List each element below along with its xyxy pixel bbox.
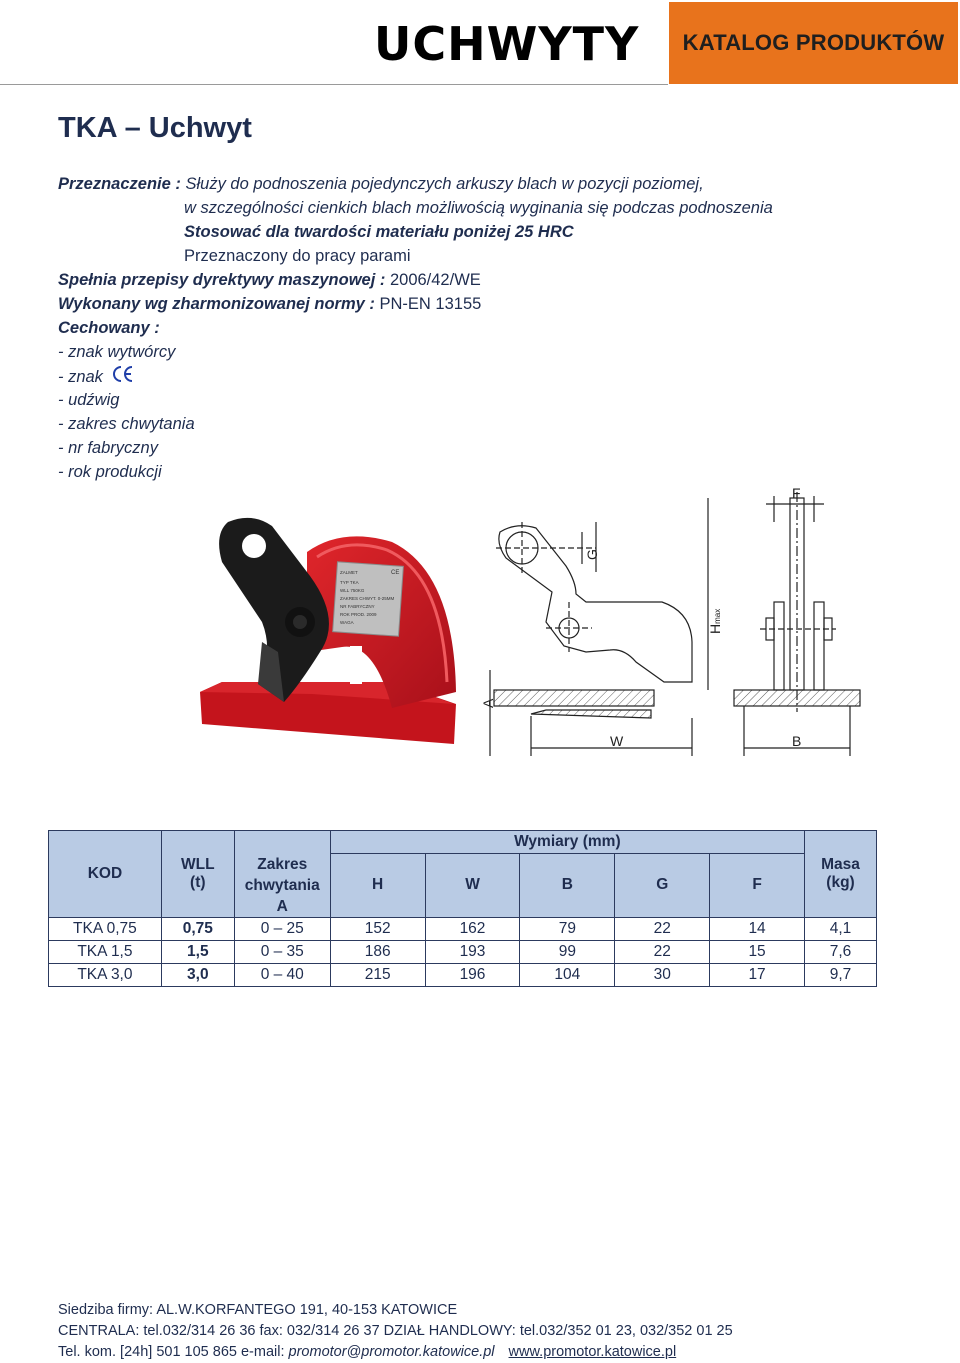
nameplate-line: ROK PROD. 2009 bbox=[340, 612, 377, 617]
dim-label-hmax bbox=[707, 609, 723, 634]
dim-label-max: max bbox=[713, 608, 722, 624]
table-row bbox=[49, 940, 877, 963]
dim-label-b: B bbox=[792, 733, 802, 749]
ce-mark-icon bbox=[112, 364, 134, 384]
marking-item: - zakres chwytania bbox=[58, 415, 195, 433]
marking-item: - znak wytwórcy bbox=[58, 343, 176, 361]
nameplate-line: WLL 750KG bbox=[340, 588, 365, 593]
cell-zakres: 0 – 25 bbox=[234, 917, 330, 940]
page-title: TKA – Uchwyt bbox=[58, 112, 252, 144]
marking-item: - rok produkcji bbox=[58, 463, 162, 481]
marking-item: - nr fabryczny bbox=[58, 439, 158, 457]
header-wll-text: WLL bbox=[181, 855, 215, 873]
cell-kod: TKA 1,5 bbox=[49, 940, 162, 963]
pair-note: Przeznaczony do pracy parami bbox=[184, 247, 411, 265]
nameplate-line: NR FABRYCZNY bbox=[340, 604, 375, 609]
hardness-note: Stosować dla twardości materiału poniżej 25 HRC bbox=[184, 223, 574, 241]
header-zakres bbox=[234, 854, 330, 918]
cell-masa: 7,6 bbox=[804, 940, 876, 963]
header-masa-text: Masa bbox=[821, 855, 860, 873]
technical-drawing bbox=[476, 482, 866, 772]
company-footer bbox=[58, 1300, 733, 1363]
dim-label-h: H bbox=[707, 623, 723, 634]
dim-label-a: A bbox=[480, 698, 496, 708]
cell-f: 14 bbox=[710, 917, 805, 940]
norm-row bbox=[58, 292, 773, 316]
header-zakres-line: Zakres bbox=[257, 855, 308, 873]
footer-mobile: Tel. kom. [24h] 501 105 865 e-mail: bbox=[58, 1344, 285, 1360]
dim-label-f: F bbox=[792, 485, 801, 501]
footer-address: Siedziba firmy: AL.W.KORFANTEGO 191, 40-153 KATOWICE bbox=[58, 1302, 458, 1318]
marking-item: - udźwig bbox=[58, 391, 120, 409]
brand-title: UCHWYTY bbox=[374, 17, 640, 71]
footer-email-link[interactable]: promotor@promotor.katowice.pl bbox=[288, 1344, 495, 1360]
cell-kod: TKA 0,75 bbox=[49, 917, 162, 940]
nameplate-ce: CE bbox=[391, 570, 400, 576]
cell-h: 215 bbox=[330, 963, 425, 986]
cell-g: 22 bbox=[615, 940, 710, 963]
directive-value: 2006/42/WE bbox=[389, 271, 481, 289]
header-wymiary: Wymiary (mm) bbox=[330, 831, 804, 854]
header-b: B bbox=[520, 854, 615, 918]
cell-g: 30 bbox=[615, 963, 710, 986]
header-wll-unit: (t) bbox=[190, 873, 206, 891]
header-kod: KOD bbox=[49, 831, 162, 918]
cell-f: 17 bbox=[710, 963, 805, 986]
header-h: H bbox=[330, 854, 425, 918]
nameplate-line: TYP TKA bbox=[340, 580, 359, 585]
table-row bbox=[49, 917, 877, 940]
catalog-label: KATALOG PRODUKTÓW bbox=[682, 30, 945, 55]
marking-item-ce bbox=[58, 364, 773, 388]
header-masa-unit: (kg) bbox=[826, 873, 855, 891]
directive-row bbox=[58, 268, 773, 292]
header-divider bbox=[0, 84, 668, 85]
cell-w: 196 bbox=[425, 963, 520, 986]
product-photo bbox=[192, 512, 462, 752]
footer-website-link[interactable]: www.promotor.katowice.pl bbox=[508, 1344, 677, 1360]
cell-f: 15 bbox=[710, 940, 805, 963]
purpose-text-1: Służy do podnoszenia pojedynczych arkuszy blach w pozycji poziomej, bbox=[185, 175, 704, 193]
norm-label: Wykonany wg zharmonizowanej normy : bbox=[58, 295, 375, 313]
dim-label-w: W bbox=[610, 733, 624, 749]
footer-phones: CENTRALA: tel.032/314 26 36 fax: 032/314 26 37 DZIAŁ HANDLOWY: tel.032/352 01 23, 032/352 01 25 bbox=[58, 1323, 733, 1339]
cell-wll: 0,75 bbox=[161, 917, 234, 940]
cell-zakres: 0 – 35 bbox=[234, 940, 330, 963]
specification-table bbox=[48, 830, 877, 987]
header-wll bbox=[161, 831, 234, 918]
header-blank bbox=[234, 831, 330, 854]
cell-b: 104 bbox=[520, 963, 615, 986]
purpose-row bbox=[58, 172, 773, 196]
cell-wll: 3,0 bbox=[161, 963, 234, 986]
header-w: W bbox=[425, 854, 520, 918]
purpose-label: Przeznaczenie : bbox=[58, 175, 181, 193]
header-zakres-line: A bbox=[276, 897, 288, 915]
dim-label-g: G bbox=[584, 549, 600, 560]
cell-wll: 1,5 bbox=[161, 940, 234, 963]
cell-zakres: 0 – 40 bbox=[234, 963, 330, 986]
nameplate-brand: ZALMET bbox=[340, 570, 358, 575]
cell-masa: 9,7 bbox=[804, 963, 876, 986]
nameplate-line: WAGA bbox=[340, 620, 354, 625]
cell-w: 193 bbox=[425, 940, 520, 963]
header-masa bbox=[804, 831, 876, 918]
table-row bbox=[49, 963, 877, 986]
cell-b: 79 bbox=[520, 917, 615, 940]
marking-label: Cechowany : bbox=[58, 319, 160, 337]
cell-kod: TKA 3,0 bbox=[49, 963, 162, 986]
marking-item: - znak bbox=[58, 368, 103, 386]
header-g: G bbox=[615, 854, 710, 918]
cell-g: 22 bbox=[615, 917, 710, 940]
header-f: F bbox=[710, 854, 805, 918]
product-description bbox=[58, 172, 773, 484]
catalog-banner bbox=[669, 2, 958, 84]
cell-b: 99 bbox=[520, 940, 615, 963]
cell-h: 152 bbox=[330, 917, 425, 940]
footer-contact bbox=[58, 1342, 733, 1363]
cell-w: 162 bbox=[425, 917, 520, 940]
nameplate-line: ZAKRES CHWYT. 0-25MM bbox=[340, 596, 395, 601]
purpose-text-2: w szczególności cienkich blach możliwością wyginania się podczas podnoszenia bbox=[184, 199, 773, 217]
cell-masa: 4,1 bbox=[804, 917, 876, 940]
cell-h: 186 bbox=[330, 940, 425, 963]
directive-label: Spełnia przepisy dyrektywy maszynowej : bbox=[58, 271, 386, 289]
norm-value: PN-EN 13155 bbox=[379, 295, 482, 313]
header-zakres-line: chwytania bbox=[244, 876, 320, 894]
